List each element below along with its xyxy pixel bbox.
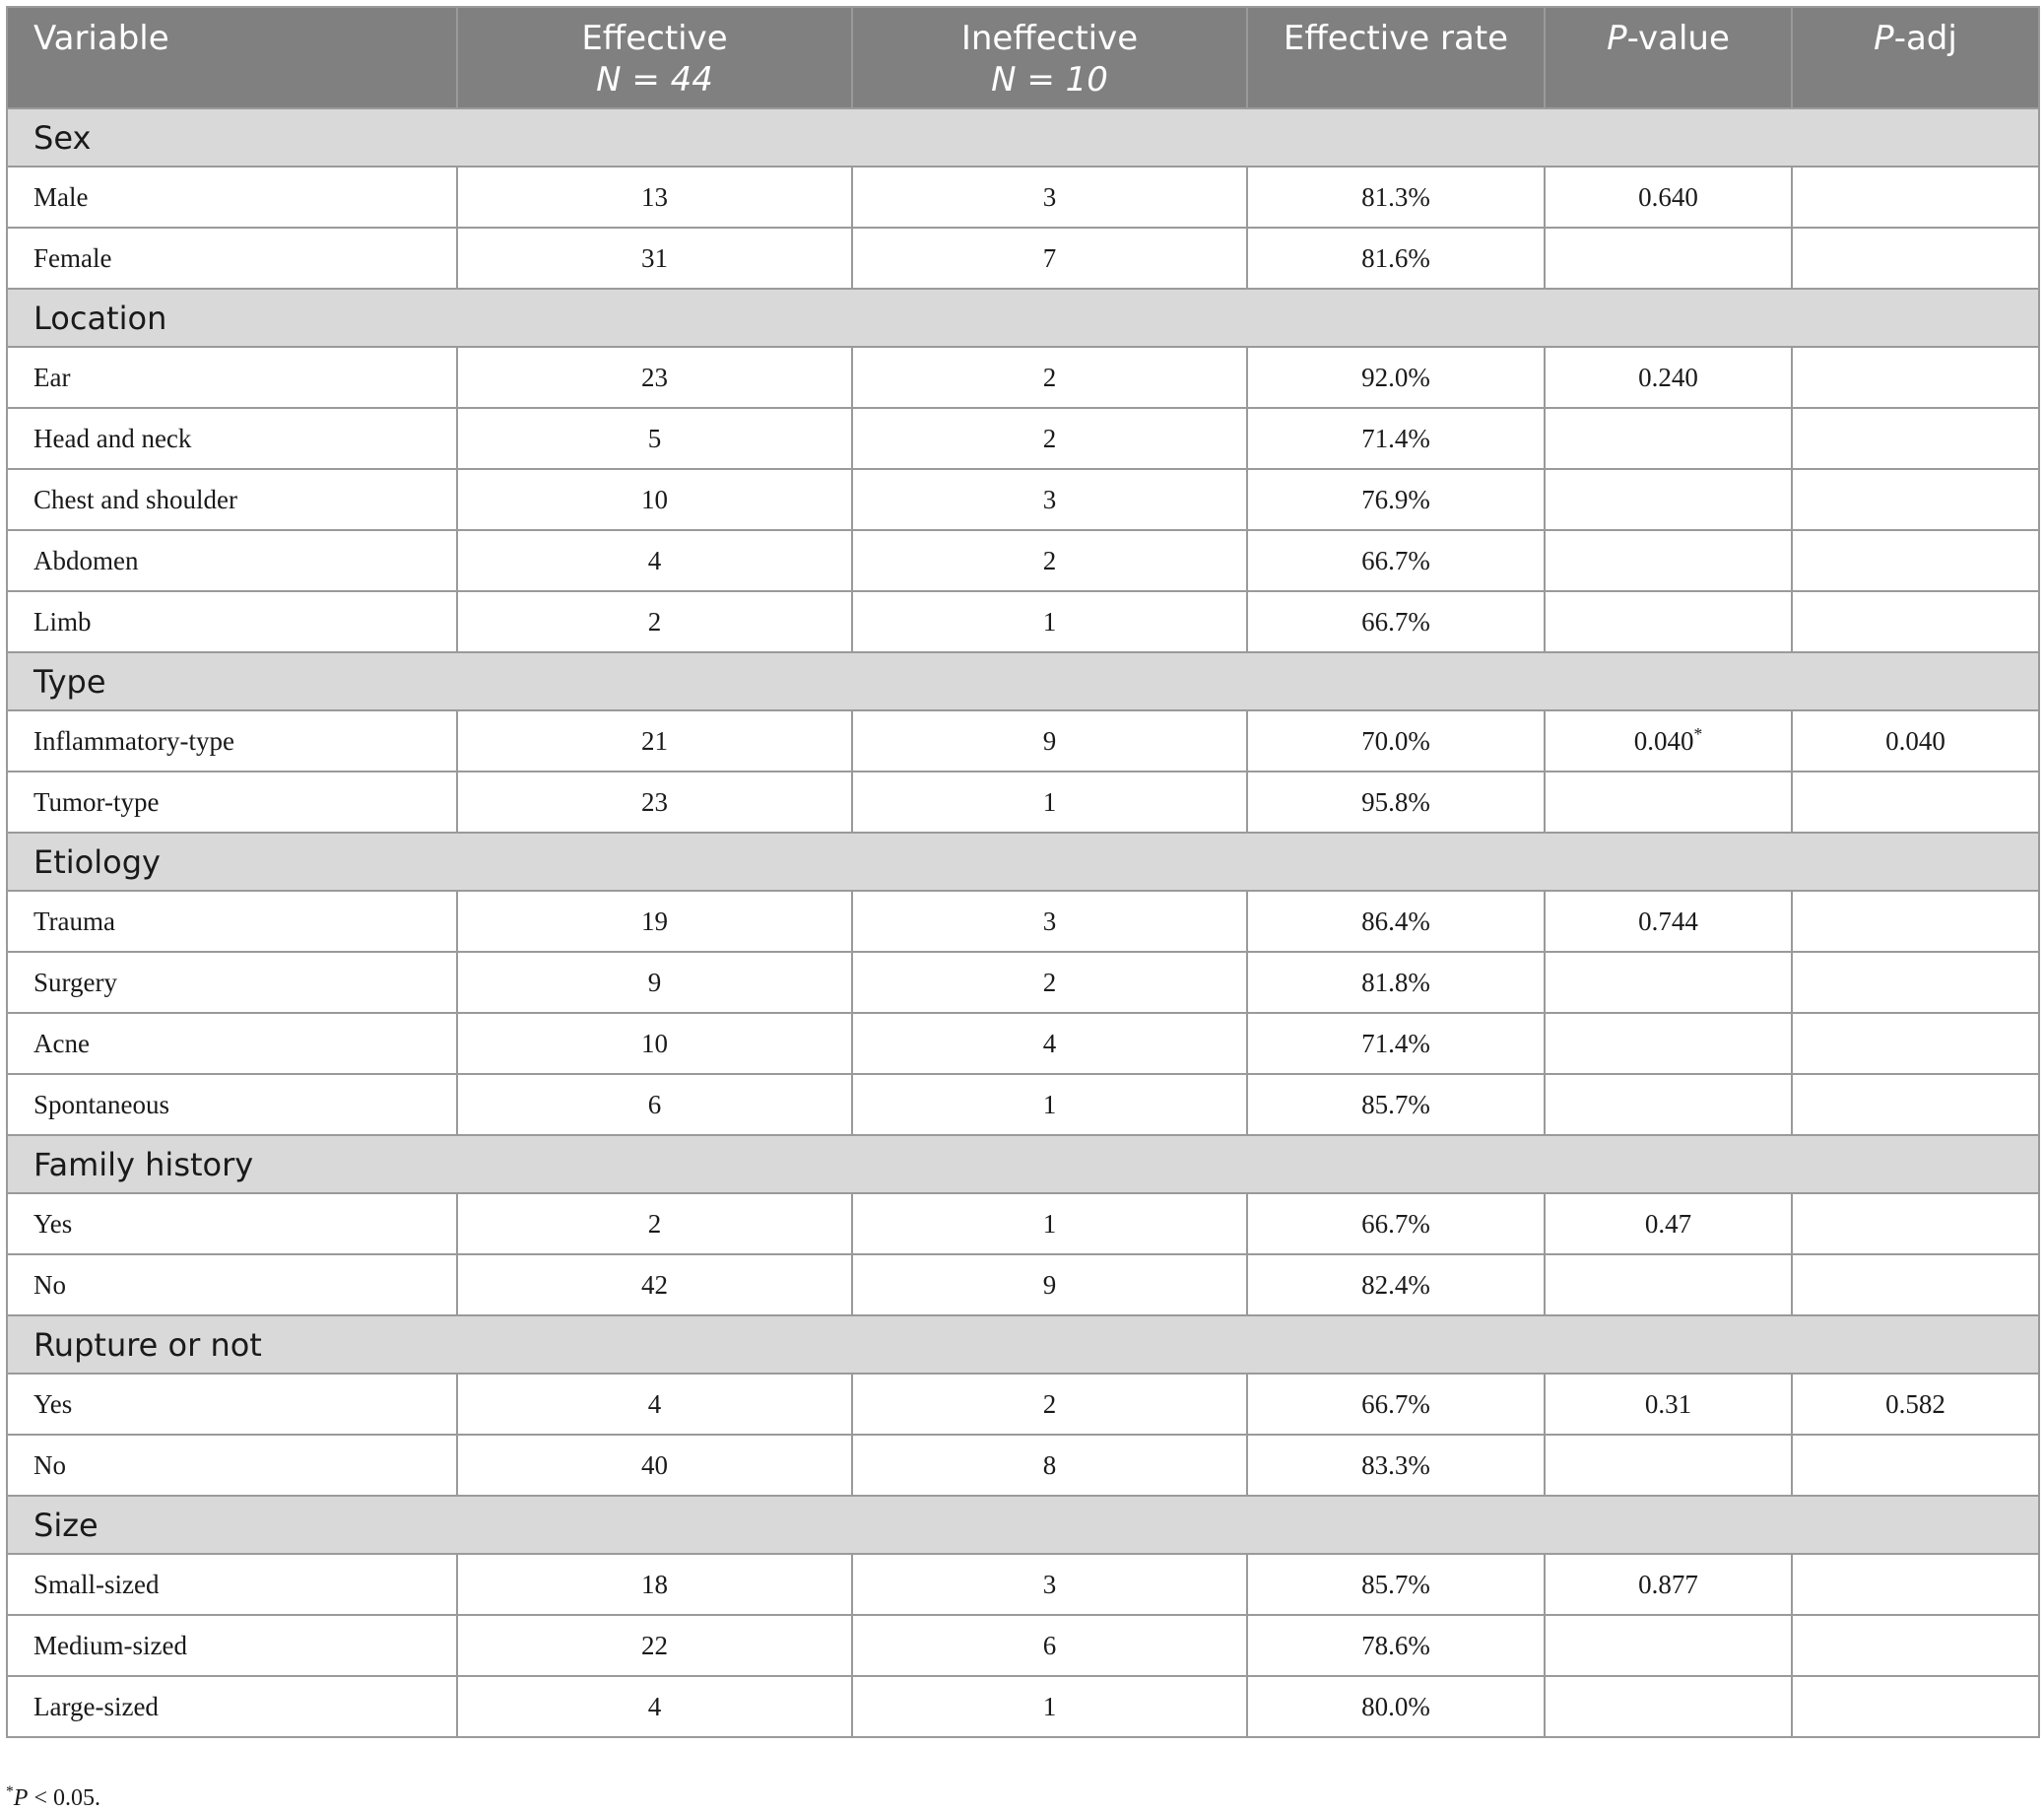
p-value-text: 0.47 xyxy=(1644,1208,1692,1239)
p-value-text: 0.240 xyxy=(1638,362,1698,392)
table-row xyxy=(7,1435,2039,1496)
cell-p xyxy=(1545,530,1792,591)
header-ineffective-n: N = 10 xyxy=(991,60,1108,100)
cell-p xyxy=(1545,891,1792,952)
cell-ineffective: 7 xyxy=(852,228,1247,289)
row-label: Limb xyxy=(7,591,457,652)
row-label: Small-sized xyxy=(7,1554,457,1615)
cell-effective: 23 xyxy=(457,772,852,833)
row-label: No xyxy=(7,1435,457,1496)
cell-p xyxy=(1545,1435,1792,1496)
cell-rate: 66.7% xyxy=(1247,591,1545,652)
cell-padj xyxy=(1792,891,2039,952)
results-table-container xyxy=(6,6,2038,1738)
cell-effective: 5 xyxy=(457,408,852,469)
footnote-mark: * xyxy=(6,1783,14,1800)
section-row xyxy=(7,833,2039,891)
cell-ineffective: 2 xyxy=(852,347,1247,408)
cell-effective: 31 xyxy=(457,228,852,289)
cell-padj xyxy=(1792,591,2039,652)
cell-ineffective: 1 xyxy=(852,772,1247,833)
cell-padj xyxy=(1792,1193,2039,1254)
cell-effective: 23 xyxy=(457,347,852,408)
cell-p xyxy=(1545,591,1792,652)
cell-rate: 70.0% xyxy=(1247,710,1545,772)
section-title: Sex xyxy=(7,108,2039,167)
cell-p xyxy=(1545,1615,1792,1676)
cell-rate: 66.7% xyxy=(1247,1193,1545,1254)
cell-rate: 81.8% xyxy=(1247,952,1545,1013)
row-label: Acne xyxy=(7,1013,457,1074)
cell-ineffective: 9 xyxy=(852,1254,1247,1315)
cell-ineffective: 2 xyxy=(852,1374,1247,1435)
row-label: Medium-sized xyxy=(7,1615,457,1676)
cell-effective: 4 xyxy=(457,1374,852,1435)
cell-effective: 10 xyxy=(457,469,852,530)
cell-padj: 0.040 xyxy=(1792,710,2039,772)
row-label: Surgery xyxy=(7,952,457,1013)
header-ineffective-label: Ineffective xyxy=(960,19,1139,58)
section-title: Size xyxy=(7,1496,2039,1554)
cell-p xyxy=(1545,347,1792,408)
cell-effective: 4 xyxy=(457,530,852,591)
header-effective-rate: Effective rate xyxy=(1247,7,1545,108)
cell-effective: 40 xyxy=(457,1435,852,1496)
cell-rate: 80.0% xyxy=(1247,1676,1545,1737)
p-value-text: 0.040 xyxy=(1633,725,1694,756)
cell-p xyxy=(1545,1193,1792,1254)
cell-rate: 85.7% xyxy=(1247,1074,1545,1135)
row-label: Large-sized xyxy=(7,1676,457,1737)
table-row xyxy=(7,347,2039,408)
cell-rate: 81.3% xyxy=(1247,167,1545,228)
cell-effective: 19 xyxy=(457,891,852,952)
cell-rate: 82.4% xyxy=(1247,1254,1545,1315)
cell-padj xyxy=(1792,1615,2039,1676)
cell-p xyxy=(1545,1374,1792,1435)
cell-p xyxy=(1545,1074,1792,1135)
header-p-value: P-value xyxy=(1545,7,1792,108)
row-label: Tumor-type xyxy=(7,772,457,833)
section-title: Etiology xyxy=(7,833,2039,891)
cell-ineffective: 3 xyxy=(852,167,1247,228)
p-value-text: 0.877 xyxy=(1638,1569,1698,1599)
cell-effective: 4 xyxy=(457,1676,852,1737)
cell-padj xyxy=(1792,1554,2039,1615)
row-label: Abdomen xyxy=(7,530,457,591)
section-row xyxy=(7,1496,2039,1554)
header-effective xyxy=(457,7,852,108)
table-footnote xyxy=(6,1785,100,1812)
cell-p xyxy=(1545,469,1792,530)
cell-ineffective: 4 xyxy=(852,1013,1247,1074)
cell-padj xyxy=(1792,772,2039,833)
cell-effective: 21 xyxy=(457,710,852,772)
header-p-adj: P-adj xyxy=(1792,7,2039,108)
cell-p xyxy=(1545,167,1792,228)
section-title: Location xyxy=(7,289,2039,347)
section-title: Rupture or not xyxy=(7,1315,2039,1374)
p-value-text: 0.31 xyxy=(1644,1388,1692,1419)
table-row xyxy=(7,1615,2039,1676)
cell-p xyxy=(1545,408,1792,469)
cell-padj: 0.582 xyxy=(1792,1374,2039,1435)
cell-rate: 76.9% xyxy=(1247,469,1545,530)
cell-effective: 10 xyxy=(457,1013,852,1074)
cell-padj xyxy=(1792,530,2039,591)
cell-ineffective: 1 xyxy=(852,1074,1247,1135)
cell-effective: 2 xyxy=(457,1193,852,1254)
table-row xyxy=(7,1676,2039,1737)
table-header xyxy=(7,7,2039,108)
table-row xyxy=(7,1013,2039,1074)
cell-ineffective: 3 xyxy=(852,469,1247,530)
footnote-p: P xyxy=(13,1785,29,1811)
cell-padj xyxy=(1792,228,2039,289)
cell-p xyxy=(1545,228,1792,289)
cell-p xyxy=(1545,1013,1792,1074)
cell-effective: 18 xyxy=(457,1554,852,1615)
cell-padj xyxy=(1792,1074,2039,1135)
header-effective-label: Effective xyxy=(581,19,728,58)
cell-p xyxy=(1545,710,1792,772)
section-row xyxy=(7,652,2039,710)
row-label: Inflammatory-type xyxy=(7,710,457,772)
table-row xyxy=(7,1374,2039,1435)
cell-effective: 6 xyxy=(457,1074,852,1135)
cell-rate: 66.7% xyxy=(1247,1374,1545,1435)
cell-p xyxy=(1545,772,1792,833)
cell-padj xyxy=(1792,1013,2039,1074)
cell-padj xyxy=(1792,1254,2039,1315)
row-label: Yes xyxy=(7,1193,457,1254)
significance-mark: * xyxy=(1693,723,1703,744)
cell-ineffective: 6 xyxy=(852,1615,1247,1676)
section-row xyxy=(7,1315,2039,1374)
section-row xyxy=(7,108,2039,167)
table-row xyxy=(7,1554,2039,1615)
cell-ineffective: 2 xyxy=(852,408,1247,469)
cell-padj xyxy=(1792,1676,2039,1737)
cell-rate: 92.0% xyxy=(1247,347,1545,408)
table-body xyxy=(7,108,2039,1737)
cell-p xyxy=(1545,1554,1792,1615)
section-row xyxy=(7,1135,2039,1193)
table-row xyxy=(7,1254,2039,1315)
cell-effective: 9 xyxy=(457,952,852,1013)
header-effective-n: N = 44 xyxy=(596,60,713,100)
header-row xyxy=(7,7,2039,108)
cell-ineffective: 1 xyxy=(852,1676,1247,1737)
p-value-text: 0.640 xyxy=(1638,181,1698,212)
cell-effective: 22 xyxy=(457,1615,852,1676)
cell-p xyxy=(1545,952,1792,1013)
cell-padj xyxy=(1792,347,2039,408)
row-label: Head and neck xyxy=(7,408,457,469)
row-label: Female xyxy=(7,228,457,289)
row-label: Chest and shoulder xyxy=(7,469,457,530)
cell-rate: 71.4% xyxy=(1247,1013,1545,1074)
cell-ineffective: 8 xyxy=(852,1435,1247,1496)
cell-padj xyxy=(1792,952,2039,1013)
footnote-text: < 0.05. xyxy=(28,1785,101,1811)
table-row xyxy=(7,772,2039,833)
table-row xyxy=(7,591,2039,652)
cell-ineffective: 3 xyxy=(852,891,1247,952)
row-label: Ear xyxy=(7,347,457,408)
section-title: Family history xyxy=(7,1135,2039,1193)
cell-rate: 78.6% xyxy=(1247,1615,1545,1676)
cell-ineffective: 1 xyxy=(852,1193,1247,1254)
cell-p xyxy=(1545,1676,1792,1737)
cell-rate: 86.4% xyxy=(1247,891,1545,952)
header-variable: Variable xyxy=(7,7,457,108)
cell-ineffective: 2 xyxy=(852,530,1247,591)
cell-padj xyxy=(1792,469,2039,530)
cell-ineffective: 9 xyxy=(852,710,1247,772)
table-row xyxy=(7,167,2039,228)
cell-padj xyxy=(1792,408,2039,469)
table-row xyxy=(7,530,2039,591)
table-row xyxy=(7,228,2039,289)
cell-rate: 81.6% xyxy=(1247,228,1545,289)
results-table xyxy=(6,6,2040,1738)
row-label: Male xyxy=(7,167,457,228)
cell-padj xyxy=(1792,1435,2039,1496)
table-row xyxy=(7,710,2039,772)
cell-rate: 66.7% xyxy=(1247,530,1545,591)
cell-ineffective: 3 xyxy=(852,1554,1247,1615)
cell-rate: 83.3% xyxy=(1247,1435,1545,1496)
row-label: Yes xyxy=(7,1374,457,1435)
cell-rate: 95.8% xyxy=(1247,772,1545,833)
cell-p xyxy=(1545,1254,1792,1315)
header-ineffective xyxy=(852,7,1247,108)
table-row xyxy=(7,408,2039,469)
row-label: No xyxy=(7,1254,457,1315)
row-label: Spontaneous xyxy=(7,1074,457,1135)
table-row xyxy=(7,1074,2039,1135)
cell-rate: 85.7% xyxy=(1247,1554,1545,1615)
row-label: Trauma xyxy=(7,891,457,952)
cell-padj xyxy=(1792,167,2039,228)
cell-rate: 71.4% xyxy=(1247,408,1545,469)
table-row xyxy=(7,891,2039,952)
cell-effective: 13 xyxy=(457,167,852,228)
section-row xyxy=(7,289,2039,347)
cell-effective: 42 xyxy=(457,1254,852,1315)
cell-ineffective: 2 xyxy=(852,952,1247,1013)
p-value-text: 0.744 xyxy=(1638,906,1698,936)
table-row xyxy=(7,469,2039,530)
cell-ineffective: 1 xyxy=(852,591,1247,652)
section-title: Type xyxy=(7,652,2039,710)
table-row xyxy=(7,1193,2039,1254)
table-row xyxy=(7,952,2039,1013)
cell-effective: 2 xyxy=(457,591,852,652)
